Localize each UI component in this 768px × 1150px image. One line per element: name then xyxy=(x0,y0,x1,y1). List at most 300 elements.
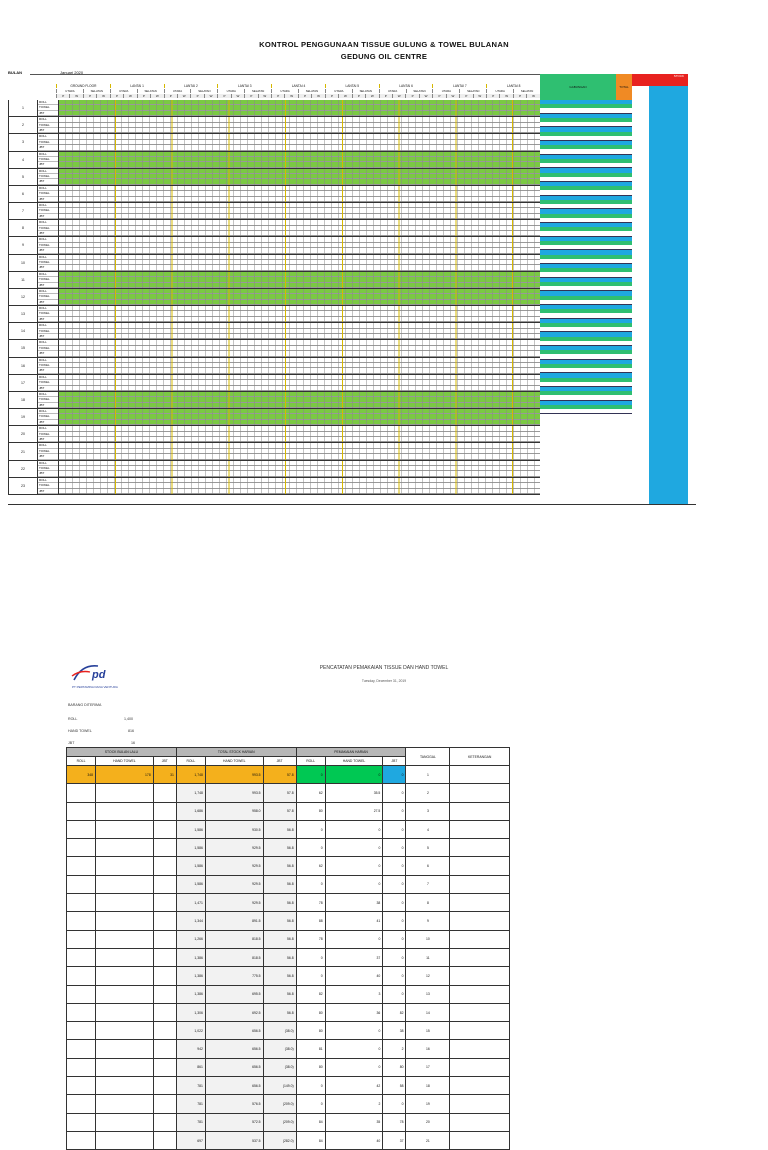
stock-cell: (38.0) xyxy=(263,1040,296,1058)
tanggal-cell: 3 xyxy=(406,802,450,820)
usage-row xyxy=(59,128,540,133)
item-label: TOWEL xyxy=(38,105,58,110)
floor-label: LANTAI 7 xyxy=(432,84,486,88)
prev-stock-cell xyxy=(96,1003,154,1021)
tanggal-cell: 16 xyxy=(406,1040,450,1058)
hand-towel-label: HAND TOWEL xyxy=(68,729,92,733)
item-labels xyxy=(38,443,59,459)
tanggal-cell: 12 xyxy=(406,967,450,985)
usage-row xyxy=(59,420,540,425)
bulan-label: BULAN xyxy=(8,70,22,75)
prev-stock-cell xyxy=(153,912,176,930)
item-label: ROLL xyxy=(38,117,58,122)
keterangan-cell xyxy=(450,930,510,948)
day-number: 1 xyxy=(8,100,38,116)
stock-cell: 1,022 xyxy=(176,1022,205,1040)
usage-cells xyxy=(59,203,540,219)
usage-row xyxy=(59,489,540,494)
item-label: ROLL xyxy=(38,426,58,431)
wing-label: UTARA xyxy=(271,89,298,93)
day-number: 10 xyxy=(8,255,38,271)
stock-cell: 891.5 xyxy=(205,912,263,930)
item-label: TOWEL xyxy=(38,414,58,419)
keterangan-cell xyxy=(450,839,510,857)
sub-header: JBT xyxy=(263,757,296,766)
gender-label: W xyxy=(446,94,459,98)
usage-cell: 0 xyxy=(325,875,383,893)
prev-stock-cell xyxy=(153,1095,176,1113)
floor-header xyxy=(56,74,540,100)
sub-header: HAND TOWEL xyxy=(205,757,263,766)
report-title: PENCATATAN PEMAKAIAN TISSUE DAN HAND TOWEL xyxy=(319,665,449,671)
wing-label: UTARA xyxy=(110,89,137,93)
usage-cell: 37 xyxy=(383,1131,406,1149)
floor-label: LANTAI 6 xyxy=(379,84,433,88)
sub-header: JBT xyxy=(383,757,406,766)
totals-row xyxy=(540,354,632,358)
bulan-value: Januari 2020 xyxy=(60,70,84,75)
usage-cell: 0 xyxy=(296,839,325,857)
gender-label: P xyxy=(325,94,338,98)
usage-cell: 0 xyxy=(383,948,406,966)
item-label: TOWEL xyxy=(38,380,58,385)
prev-stock-cell xyxy=(153,1058,176,1076)
stock-cell: 56.8 xyxy=(263,930,296,948)
totals-block xyxy=(540,373,632,387)
table-row xyxy=(67,1040,510,1058)
gender-label: P xyxy=(432,94,445,98)
stock-cell: 656.5 xyxy=(205,1077,263,1095)
stock-cell: 1,686 xyxy=(176,802,205,820)
gender-label: P xyxy=(190,94,203,98)
table-row xyxy=(67,1095,510,1113)
stock-cell: 56.8 xyxy=(263,820,296,838)
tanggal-cell: 13 xyxy=(406,985,450,1003)
totals-block xyxy=(540,250,632,264)
usage-cell: 0 xyxy=(325,839,383,857)
wing-row xyxy=(56,89,540,93)
day-group xyxy=(8,409,540,426)
stock-cell: (209.0) xyxy=(263,1113,296,1131)
prev-stock-cell xyxy=(153,985,176,1003)
usage-cell: 2 xyxy=(325,1095,383,1113)
day-group xyxy=(8,272,540,289)
totals-row xyxy=(540,327,632,331)
sheet-subtitle: GEDUNG OIL CENTRE xyxy=(340,52,428,61)
item-label: TOWEL xyxy=(38,260,58,265)
wing-label: UTARA xyxy=(56,89,83,93)
tanggal-cell: 4 xyxy=(406,820,450,838)
prev-stock-cell xyxy=(67,820,96,838)
item-label: ROLL xyxy=(38,186,58,191)
stock-cell: 576.5 xyxy=(205,1095,263,1113)
usage-cell: 0 xyxy=(325,1022,383,1040)
usage-cells xyxy=(59,426,540,442)
usage-cell: 41 xyxy=(325,912,383,930)
item-label: ROLL xyxy=(38,237,58,242)
usage-cell: 36 xyxy=(325,1003,383,1021)
item-labels xyxy=(38,409,59,425)
usage-cell: 0 xyxy=(296,1077,325,1095)
totals-row xyxy=(540,204,632,208)
prev-stock-cell xyxy=(67,1077,96,1095)
day-number: 3 xyxy=(8,134,38,150)
prev-stock-cell xyxy=(67,1095,96,1113)
item-labels xyxy=(38,255,59,271)
totals-row xyxy=(540,300,632,304)
item-labels xyxy=(38,237,59,253)
gender-label: W xyxy=(499,94,512,98)
item-labels xyxy=(38,117,59,133)
floor-label: LANTAI 5 xyxy=(325,84,379,88)
prev-stock-cell xyxy=(67,948,96,966)
day-number: 15 xyxy=(8,340,38,356)
stock-cell: 1,586 xyxy=(176,820,205,838)
wing-label: SELATAN xyxy=(83,89,110,93)
totals-header xyxy=(540,74,632,100)
item-labels xyxy=(38,186,59,202)
day-group xyxy=(8,478,540,495)
item-label: ROLL xyxy=(38,323,58,328)
usage-cells xyxy=(59,220,540,236)
usage-cells xyxy=(59,289,540,305)
keterangan-cell xyxy=(450,1095,510,1113)
totals-block xyxy=(540,100,632,114)
usage-cell: 0 xyxy=(383,912,406,930)
usage-cells xyxy=(59,237,540,253)
usage-cell: 84 xyxy=(296,1131,325,1149)
stock-cell: 929.5 xyxy=(205,894,263,912)
item-label: JBT xyxy=(38,317,58,322)
table-row xyxy=(67,912,510,930)
prev-stock-cell xyxy=(96,1022,154,1040)
keterangan-cell xyxy=(450,1022,510,1040)
totals-block xyxy=(540,141,632,155)
usage-cell: 78 xyxy=(296,930,325,948)
table-row xyxy=(67,1131,510,1149)
table-row xyxy=(67,930,510,948)
wing-label: UTARA xyxy=(217,89,244,93)
totals-block xyxy=(540,196,632,210)
wing-label: UTARA xyxy=(379,89,406,93)
report-date: Tuesday, December 31, 2019 xyxy=(361,679,407,683)
totals-block xyxy=(540,127,632,141)
usage-cell: 0 xyxy=(383,766,406,784)
totals-body xyxy=(540,100,632,504)
prev-stock-cell xyxy=(96,802,154,820)
day-number: 6 xyxy=(8,186,38,202)
prev-stock-cell xyxy=(67,1022,96,1040)
item-label: TOWEL xyxy=(38,294,58,299)
usage-cell: 0 xyxy=(383,857,406,875)
usage-row xyxy=(59,351,540,356)
day-group xyxy=(8,323,540,340)
usage-cell: 0 xyxy=(383,802,406,820)
stock-cell: 1,386 xyxy=(176,948,205,966)
item-labels xyxy=(38,100,59,116)
usage-cell: 0 xyxy=(325,1040,383,1058)
usage-cells xyxy=(59,461,540,477)
item-label: JBT xyxy=(38,437,58,442)
stock-cell: (209.0) xyxy=(263,1095,296,1113)
usage-cells xyxy=(59,272,540,288)
usage-row xyxy=(59,471,540,476)
item-labels xyxy=(38,289,59,305)
day-group xyxy=(8,134,540,151)
stock-cell: 1,266 xyxy=(176,930,205,948)
totals-row xyxy=(540,272,632,276)
tanggal-cell: 1 xyxy=(406,766,450,784)
totals-row xyxy=(540,149,632,153)
prev-stock-cell xyxy=(153,1040,176,1058)
item-label: JBT xyxy=(38,197,58,202)
day-number: 8 xyxy=(8,220,38,236)
prev-stock-cell xyxy=(96,1095,154,1113)
stock-cell: 781 xyxy=(176,1095,205,1113)
wing-label: SELATAN xyxy=(137,89,164,93)
item-label: JBT xyxy=(38,283,58,288)
day-group xyxy=(8,237,540,254)
totals-row xyxy=(540,245,632,249)
stock-cell: 1,748 xyxy=(176,784,205,802)
gender-label: W xyxy=(96,94,109,98)
day-group xyxy=(8,426,540,443)
keterangan-cell xyxy=(450,766,510,784)
gender-label: W xyxy=(526,94,539,98)
floor-label: GROUND FLOOR xyxy=(56,84,110,88)
keterangan-cell xyxy=(450,784,510,802)
item-labels xyxy=(38,426,59,442)
sub-header: JBT xyxy=(153,757,176,766)
keterangan-header: KETERANGAN xyxy=(450,748,510,766)
prev-stock-cell xyxy=(153,784,176,802)
prev-stock-cell xyxy=(153,930,176,948)
item-label: TOWEL xyxy=(38,226,58,231)
tanggal-cell: 7 xyxy=(406,875,450,893)
keterangan-cell xyxy=(450,894,510,912)
tanggal-cell: 5 xyxy=(406,839,450,857)
totals-row xyxy=(540,259,632,263)
usage-cell: 62 xyxy=(296,784,325,802)
prev-stock-cell xyxy=(96,948,154,966)
gender-label: P xyxy=(110,94,123,98)
day-number: 11 xyxy=(8,272,38,288)
floor-row xyxy=(56,84,540,88)
item-labels xyxy=(38,220,59,236)
totals-row xyxy=(540,231,632,235)
item-label: JBT xyxy=(38,471,58,476)
item-label: JBT xyxy=(38,111,58,116)
usage-cell: 0 xyxy=(296,820,325,838)
tanggal-cell: 6 xyxy=(406,857,450,875)
gender-label: W xyxy=(338,94,351,98)
stock-cell: 781 xyxy=(176,1077,205,1095)
stock-cell: 57.8 xyxy=(263,802,296,820)
totals-block xyxy=(540,291,632,305)
usage-cells xyxy=(59,358,540,374)
totals-block xyxy=(540,346,632,360)
totals-row xyxy=(540,382,632,386)
item-label: ROLL xyxy=(38,100,58,105)
gender-label: P xyxy=(271,94,284,98)
usage-cell: 78 xyxy=(296,894,325,912)
prev-stock-cell: 178 xyxy=(96,766,154,784)
gender-label: P xyxy=(459,94,472,98)
usage-cell: 3 xyxy=(325,985,383,1003)
totals-block xyxy=(540,319,632,333)
usage-cells xyxy=(59,152,540,168)
gender-label: W xyxy=(392,94,405,98)
gender-label: P xyxy=(244,94,257,98)
item-label: TOWEL xyxy=(38,157,58,162)
stock-cell: (38.0) xyxy=(263,1022,296,1040)
floor-label: LANTAI 3 xyxy=(217,84,271,88)
stock-cell: 56.8 xyxy=(263,875,296,893)
usage-cells xyxy=(59,134,540,150)
totals-row xyxy=(540,409,632,413)
table-row xyxy=(67,967,510,985)
usage-row xyxy=(59,283,540,288)
prev-stock-cell xyxy=(67,1040,96,1058)
usage-cells xyxy=(59,117,540,133)
usage-cell: 35.5 xyxy=(325,784,383,802)
wing-label: UTARA xyxy=(486,89,513,93)
totals-row xyxy=(540,108,632,112)
prev-stock-cell xyxy=(67,1131,96,1149)
gender-label: P xyxy=(486,94,499,98)
day-number: 13 xyxy=(8,306,38,322)
table-row xyxy=(67,1022,510,1040)
usage-row xyxy=(59,317,540,322)
prev-stock-cell xyxy=(153,948,176,966)
table-row xyxy=(67,1077,510,1095)
table-row xyxy=(67,985,510,1003)
usage-row xyxy=(59,197,540,202)
item-label: ROLL xyxy=(38,152,58,157)
day-group xyxy=(8,117,540,134)
day-number: 12 xyxy=(8,289,38,305)
wing-label: SELATAN xyxy=(190,89,217,93)
item-label: TOWEL xyxy=(38,363,58,368)
totals-row xyxy=(540,136,632,140)
item-label: TOWEL xyxy=(38,329,58,334)
item-label: ROLL xyxy=(38,255,58,260)
gender-label: P xyxy=(298,94,311,98)
usage-cell: 0 xyxy=(296,766,325,784)
item-label: JBT xyxy=(38,386,58,391)
daily-stock-table xyxy=(66,747,510,1150)
usage-row xyxy=(59,214,540,219)
day-group xyxy=(8,340,540,357)
day-number: 19 xyxy=(8,409,38,425)
stock-cell: 1,748 xyxy=(176,766,205,784)
item-label: TOWEL xyxy=(38,140,58,145)
item-label: ROLL xyxy=(38,272,58,277)
wing-label: SELATAN xyxy=(244,89,271,93)
usage-row xyxy=(59,145,540,150)
usage-cell: 40 xyxy=(325,1131,383,1149)
totals-row xyxy=(540,286,632,290)
usage-cell: 82 xyxy=(383,1003,406,1021)
item-label: TOWEL xyxy=(38,277,58,282)
floor-label: LANTAI 1 xyxy=(110,84,164,88)
gender-label: P xyxy=(217,94,230,98)
item-label: ROLL xyxy=(38,169,58,174)
usage-cell: 0 xyxy=(296,967,325,985)
usage-cell: 37 xyxy=(325,948,383,966)
item-labels xyxy=(38,134,59,150)
day-group xyxy=(8,289,540,306)
table-row xyxy=(67,948,510,966)
item-label: JBT xyxy=(38,214,58,219)
stock-cell: 1,306 xyxy=(176,1003,205,1021)
item-label: JBT xyxy=(38,300,58,305)
stock-cell: 942 xyxy=(176,1040,205,1058)
day-number: 16 xyxy=(8,358,38,374)
prev-stock-cell xyxy=(96,1131,154,1149)
usage-cells xyxy=(59,169,540,185)
sub-header: HAND TOWEL xyxy=(96,757,154,766)
day-group xyxy=(8,255,540,272)
item-label: JBT xyxy=(38,231,58,236)
keterangan-cell xyxy=(450,912,510,930)
gender-row xyxy=(56,94,540,98)
table-row xyxy=(67,839,510,857)
gender-label: W xyxy=(231,94,244,98)
sheet-title: KONTROL PENGGUNAAN TISSUE GULUNG & TOWEL BULANAN xyxy=(259,40,509,49)
prev-stock-cell xyxy=(96,985,154,1003)
totals-row xyxy=(540,313,632,317)
gender-label: P xyxy=(56,94,69,98)
day-number: 17 xyxy=(8,375,38,391)
usage-cell: 0 xyxy=(383,784,406,802)
received-label: BARANG DITERIMA xyxy=(68,703,102,707)
usage-row xyxy=(59,368,540,373)
stock-cell: 697 xyxy=(176,1131,205,1149)
day-group xyxy=(8,392,540,409)
prev-stock-cell xyxy=(67,967,96,985)
gender-label: P xyxy=(83,94,96,98)
prev-stock-cell xyxy=(96,784,154,802)
wing-label: SELATAN xyxy=(459,89,486,93)
stock-cell: 818.5 xyxy=(205,948,263,966)
gender-label: P xyxy=(352,94,365,98)
stock-cell: 656.5 xyxy=(205,1022,263,1040)
prev-stock-cell xyxy=(96,967,154,985)
item-labels xyxy=(38,203,59,219)
totals-row xyxy=(540,163,632,167)
stock-cell: 572.5 xyxy=(205,1113,263,1131)
stock-cell: 993.5 xyxy=(205,766,263,784)
table-row xyxy=(67,1113,510,1131)
tanggal-cell: 18 xyxy=(406,1077,450,1095)
item-label: TOWEL xyxy=(38,208,58,213)
day-group xyxy=(8,169,540,186)
usage-cell: 0 xyxy=(325,820,383,838)
item-label: JBT xyxy=(38,368,58,373)
tanggal-cell: 8 xyxy=(406,894,450,912)
keterangan-cell xyxy=(450,1131,510,1149)
prev-stock-cell xyxy=(153,875,176,893)
item-label: JBT xyxy=(38,403,58,408)
prev-stock-cell xyxy=(67,985,96,1003)
roll-value: 1,400 xyxy=(124,717,133,721)
prev-stock-cell xyxy=(67,875,96,893)
tanggal-cell: 15 xyxy=(406,1022,450,1040)
stock-cell: 656.5 xyxy=(205,1058,263,1076)
day-group xyxy=(8,375,540,392)
item-label: ROLL xyxy=(38,478,58,483)
